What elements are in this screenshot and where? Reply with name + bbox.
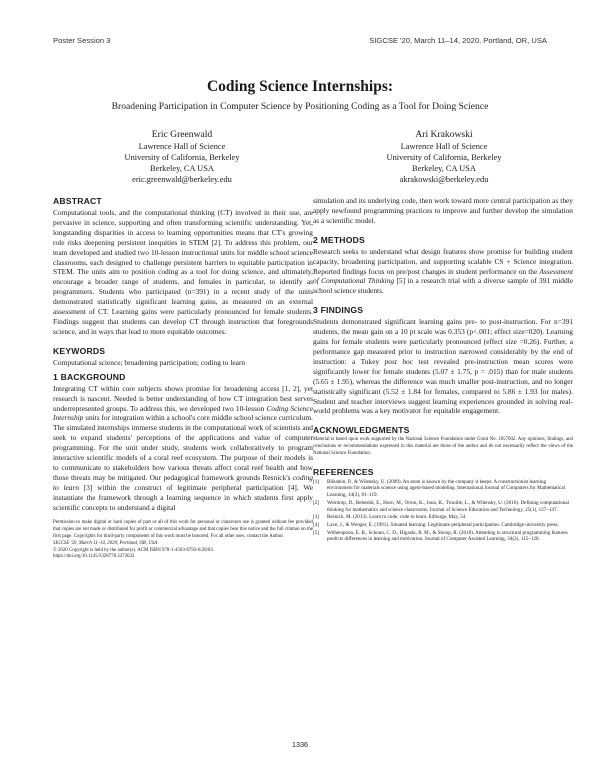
reference-number: [4] xyxy=(313,521,319,528)
findings-text-part: test revealed pre-instruction mean scores were significantly lower for female students (5.07 ± 1.75, p = .015) than for male students (5.65 ± 1.95), whereas the difference was much smaller post-instruction, and no longer statistically significant (5.52 ± 1.84 for females, compared to 5.86 ± 1.93 for males). Student and teacher interviews suggest learning experiences grounded in solving real-world problems was a key motivator for equitable engagement. xyxy=(313,356,573,416)
author-name: Ari Krakowski xyxy=(415,129,473,140)
author-affiliation: Lawrence Hall of Science xyxy=(400,142,488,151)
methods-heading: 2 METHODS xyxy=(313,234,365,245)
author-affiliation: Lawrence Hall of Science xyxy=(138,142,226,151)
running-header-right: SIGCSE '20, March 11–14, 2020, Portland, OR, USA xyxy=(369,36,547,45)
reference-item xyxy=(313,530,573,543)
findings-text xyxy=(313,317,573,416)
reference-item xyxy=(313,514,573,521)
keywords-text: Computational science; broadening participation; coding to learn xyxy=(53,357,246,367)
reference-text: Lave, J., & Wenger, E. (1991). Situated learning: Legitimate peripheral participation. Cambridge university press. xyxy=(327,521,559,528)
reference-text: Resnick, M. (2013). Learn to code, code to learn. EdSurge, May, 54. xyxy=(327,514,467,521)
references-heading: REFERENCES xyxy=(313,466,374,477)
permission-text: Permission to make digital or hard copies of part or all of this work for personal or classroom use is granted without fee provided that copies are not made or distributed for profit or commercial advantage and that copies bear this notice and the full citation on the first page. Copyrights for third-party components of this work must be honored. For all other uses, contact the Author. xyxy=(53,520,313,540)
findings-heading: 3 FINDINGS xyxy=(313,305,364,316)
doi-link[interactable]: https://doi.org/10.1145/3328778.3372632 xyxy=(53,554,135,560)
author-institution: University of California, Berkeley xyxy=(386,153,502,162)
author-block-2 xyxy=(344,128,544,185)
methods-text-part: Research seeks to understand what design features show promise for building student capacity, broadening participation, and supporting scalable CS + Science integration. Reported findings focus on pre/post changes in student performance on the xyxy=(313,246,573,276)
background-text-part: [3] within the construct of legitimate peripheral participation [4]. We instantiate the framework through a learning sequence in which students first apply scientific concepts to understand a digital xyxy=(53,482,313,512)
keywords-heading: KEYWORDS xyxy=(53,345,106,356)
reference-text: Witherspoon, E. B., Schunn, C. D., Higashi, R. M., & Shoop, R. (2018). Attending to structural programming features predicts differences in learning and motivation. Journal of Computer Assisted Learning, 34(2), 115–128. xyxy=(327,529,568,543)
unit-name: Coding Science Internship xyxy=(53,403,313,423)
reference-number: [5] xyxy=(313,529,319,536)
findings-text-part: Students demonstrated significant learning gains pre- to post-instruction. For n=391 students, the mean gain on a 10 pt scale was 0.353 (p<.001; effect size=020). Learning gains for female students were particularly pronounced (effect size =0.26). Further, a performance gap measured prior to instruction narrowed considerably by the end of instruction: a Tukey xyxy=(313,317,573,366)
left-column xyxy=(53,196,313,561)
reference-text: Weintrop, D., Beheshti, E., Horn, M., Orton, K., Jona, K., Trouille, L., & Wilensky, U. (2016). Defining computational thinking for mathematics and science classrooms. Journal of Science Education and Technology, 25(1), 127–147. xyxy=(327,499,570,513)
author-location: Berkeley, CA USA xyxy=(412,164,476,173)
background-text-part: units for integration within a school's core middle school science curriculum. The simulated internships immerse students in the computational work of scientists and seek to expand students' perceptions of the applications and value of computer programming. For the unit under study, students work collaboratively to program interactive scientific models of a coral reef ecosystem. The purpose of their models is to communicate to stakeholders how various threats affect coral reef health and how those threats may be mitigated. Our pedagogical framework grounds Resnick's xyxy=(53,413,313,482)
venue-line xyxy=(53,541,313,548)
acknowledgments-heading: ACKNOWLEDGMENTS xyxy=(313,425,410,436)
venue-text: SIGCSE '20, March 11–14, 2020, Portland, OR, USA xyxy=(53,540,158,546)
author-institution: University of California, Berkeley xyxy=(124,153,240,162)
running-header-left: Poster Session 3 xyxy=(53,36,111,45)
reference-item xyxy=(313,522,573,529)
reference-item xyxy=(313,479,573,499)
abstract-heading: ABSTRACT xyxy=(53,196,102,206)
resnick-term: coding to learn xyxy=(53,472,313,492)
background-heading: 1 BACKGROUND xyxy=(53,371,126,382)
author-block-1 xyxy=(82,128,282,185)
reference-item xyxy=(313,500,573,513)
background-continuation: simulation and its underlying code, then work toward more central participation as they apply newfound programming practices to improve and further develop the simulation as a scientific model. xyxy=(313,196,573,225)
background-text xyxy=(53,384,313,513)
acknowledgments-text: Material is based upon work supported by the National Science Foundation under Grant No. 1657002. Any opinions, findings, and conclusions or recommendations expressed in this material are those of the author and do not necessarily reflect the views of the National Science Foundation. xyxy=(313,437,573,456)
author-email[interactable]: eric.greenwald@berkeley.edu xyxy=(132,175,232,184)
author-location: Berkeley, CA USA xyxy=(150,164,214,173)
right-column xyxy=(313,196,573,544)
reference-text: Blikstein, P., & Wilensky, U. (2009). An atom is known by the company it keeps: A constructionist learning environment for materials science using agent-based modeling. International Journal of Computers for Mathematical Learning, 14(2), 81–119. xyxy=(327,478,566,499)
abstract-text: Computational tools, and the computational thinking (CT) involved in their use, are pervasive in science, supporting and often transforming scientific understanding. Yet, longstanding disparities in access to learning opportunities means that CT's growing role risks deepening persistent inequities in STEM [2]. To address this problem, our team developed and studied two 10-lesson instructional units for middle school science classrooms, each designed to challenge persistent barriers to equitable participation in STEM. The units aim to position coding as a tool for doing science, and ultimately, encourage a broader range of students, and females in particular, to identify as programmers. Students who participated (n=391) in a recent study of the units demonstrated statistically significant learning gains, as measured on an external assessment of CT. Learning gains were particularly pronounced for female students. Findings suggest that students can develop CT through instruction that foregrounds science, and in ways that lead to more equitable outcomes. xyxy=(53,208,313,336)
references-list xyxy=(313,479,573,543)
post-hoc-term: post hoc xyxy=(384,356,413,366)
background-text-part: Integrating CT within core subjects shows promise for broadening access [1, 2], yet research is nascent. Needed is better understanding of how CT integration best serves underrepresented groups. To address this, we developed two 10-lesson xyxy=(53,383,313,413)
reference-number: [3] xyxy=(313,514,319,521)
paper-title: Coding Science Internships: xyxy=(206,78,394,95)
methods-text-part: [5] in a research trial with a diverse sample of 391 middle school science students. xyxy=(313,276,573,296)
copyright-line: © 2020 Copyright is held by the author(s). ACM ISBN 978-1-4503-6793-6/20/03. xyxy=(53,547,215,553)
page-number: 1336 xyxy=(292,740,308,749)
assessment-name: Assessment of Computational Thinking xyxy=(313,266,573,286)
permission-block xyxy=(53,520,313,561)
methods-text xyxy=(313,247,573,297)
reference-number: [2] xyxy=(313,499,319,506)
reference-number: [1] xyxy=(313,478,319,485)
author-name: Eric Greenwald xyxy=(151,129,213,140)
paper-subtitle: Broadening Participation in Computer Science by Positioning Coding as a Tool for Doing Science xyxy=(111,101,489,112)
author-email[interactable]: akrakowski@berkeley.edu xyxy=(399,175,489,184)
